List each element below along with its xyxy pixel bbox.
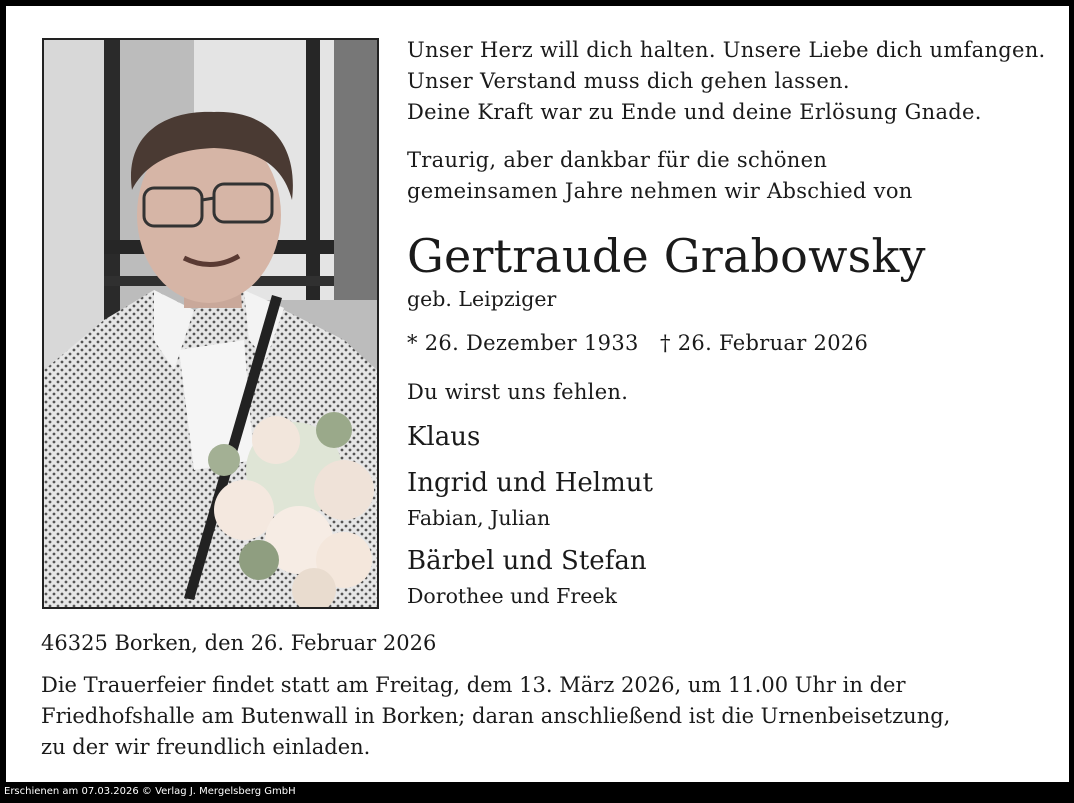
family-member-3-children: Dorothee und Freek [407, 584, 617, 608]
birth-date: * 26. Dezember 1933 [407, 331, 639, 355]
closing-line: Du wirst uns fehlen. [407, 380, 629, 404]
portrait-photo [42, 38, 379, 609]
ceremony-line-2: Friedhofshalle am Butenwall in Borken; daran anschließend ist die Urnenbeisetzung, [41, 704, 951, 728]
intro-line-1: Traurig, aber dankbar für die schönen [407, 148, 828, 172]
obituary-card [6, 6, 1069, 782]
portrait-image [44, 40, 377, 607]
family-member-2-children: Fabian, Julian [407, 506, 551, 530]
family-member-2: Ingrid und Helmut [407, 468, 653, 498]
publication-footer: Erschienen am 07.03.2026 © Verlag J. Mergelsberg GmbH [4, 786, 296, 797]
deceased-name: Gertraude Grabowsky [407, 229, 926, 283]
death-date: † 26. Februar 2026 [660, 331, 869, 355]
ceremony-line-1: Die Trauerfeier findet statt am Freitag, dem 13. März 2026, um 11.00 Uhr in der [41, 673, 906, 697]
ceremony-line-3: zu der wir freundlich einladen. [41, 735, 371, 759]
verse-line-2: Unser Verstand muss dich gehen lassen. [407, 69, 850, 93]
birth-name: geb. Leipziger [407, 287, 557, 311]
family-member-3: Bärbel und Stefan [407, 546, 647, 576]
family-member-1: Klaus [407, 422, 481, 452]
verse-line-3: Deine Kraft war zu Ende und deine Erlösung Gnade. [407, 100, 982, 124]
intro-line-2: gemeinsamen Jahre nehmen wir Abschied von [407, 179, 913, 203]
place-date: 46325 Borken, den 26. Februar 2026 [41, 631, 437, 655]
verse-line-1: Unser Herz will dich halten. Unsere Liebe dich umfangen. [407, 38, 1046, 62]
